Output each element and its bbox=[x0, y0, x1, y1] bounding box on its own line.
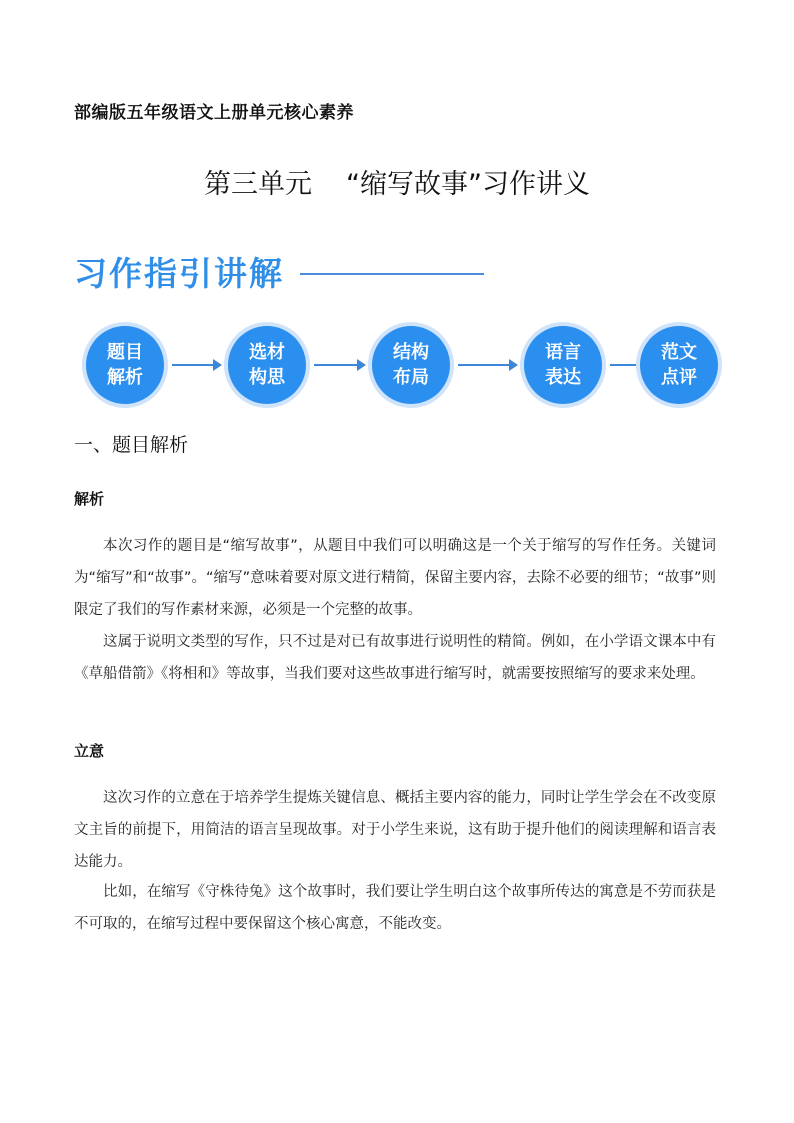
document-title bbox=[0, 162, 794, 201]
section-banner bbox=[74, 248, 484, 295]
step-sample-review bbox=[640, 326, 718, 404]
step-topic-analysis bbox=[86, 326, 164, 404]
process-steps bbox=[86, 326, 726, 404]
intent-paragraph-1: 这次习作的立意在于培养学生提炼关键信息、概括主要内容的能力，同时让学生学会在不改变原文主旨的前提下，用简洁的语言呈现故事。对于小学生来说，这有助于提升他们的阅读理解和语言表达能力。 bbox=[74, 790, 716, 870]
intent-paragraph-2: 比如，在缩写《守株待兔》这个故事时，我们要让学生明白这个故事所传达的寓意是不劳而获是不可取的，在缩写过程中要保留这个核心寓意，不能改变。 bbox=[74, 884, 716, 932]
step-label: 结构布局 bbox=[393, 342, 429, 388]
title-text: “缩写故事”习作讲义 bbox=[346, 169, 590, 200]
analysis-paragraph-1: 本次习作的题目是“缩写故事”，从题目中我们可以明确这是一个关于缩写的写作任务。关键词为“缩写”和“故事”。“缩写”意味着要对原文进行精简，保留主要内容，去除不必要的细节；“故事”则限定了我们的写作素材来源，必须是一个完整的故事。 bbox=[74, 538, 716, 618]
intent-heading: 立意 bbox=[74, 742, 105, 760]
step-label: 范文点评 bbox=[661, 342, 697, 388]
step-material-selection bbox=[228, 326, 306, 404]
arrow-right-icon bbox=[458, 364, 516, 366]
step-language-expression bbox=[524, 326, 602, 404]
arrow-right-icon bbox=[314, 364, 364, 366]
step-label: 语言表达 bbox=[545, 342, 581, 388]
banner-underline bbox=[300, 273, 484, 275]
step-label: 题目解析 bbox=[107, 342, 143, 388]
banner-text: 习作指引讲解 bbox=[74, 254, 284, 293]
header-title: 部编版五年级语文上册单元核心素养 bbox=[74, 103, 354, 123]
analysis-heading: 解析 bbox=[74, 490, 105, 508]
analysis-paragraph-2: 这属于说明文类型的写作，只不过是对已有故事进行说明性的精简。例如，在小学语文课本中有《草船借箭》《将相和》等故事，当我们要对这些故事进行缩写时，就需要按照缩写的要求来处理。 bbox=[74, 634, 716, 682]
section-heading: 一、题目解析 bbox=[74, 434, 189, 456]
unit-label: 第三单元 bbox=[204, 169, 312, 200]
step-structure-layout bbox=[372, 326, 450, 404]
step-label: 选材构思 bbox=[249, 342, 285, 388]
arrow-right-icon bbox=[172, 364, 220, 366]
